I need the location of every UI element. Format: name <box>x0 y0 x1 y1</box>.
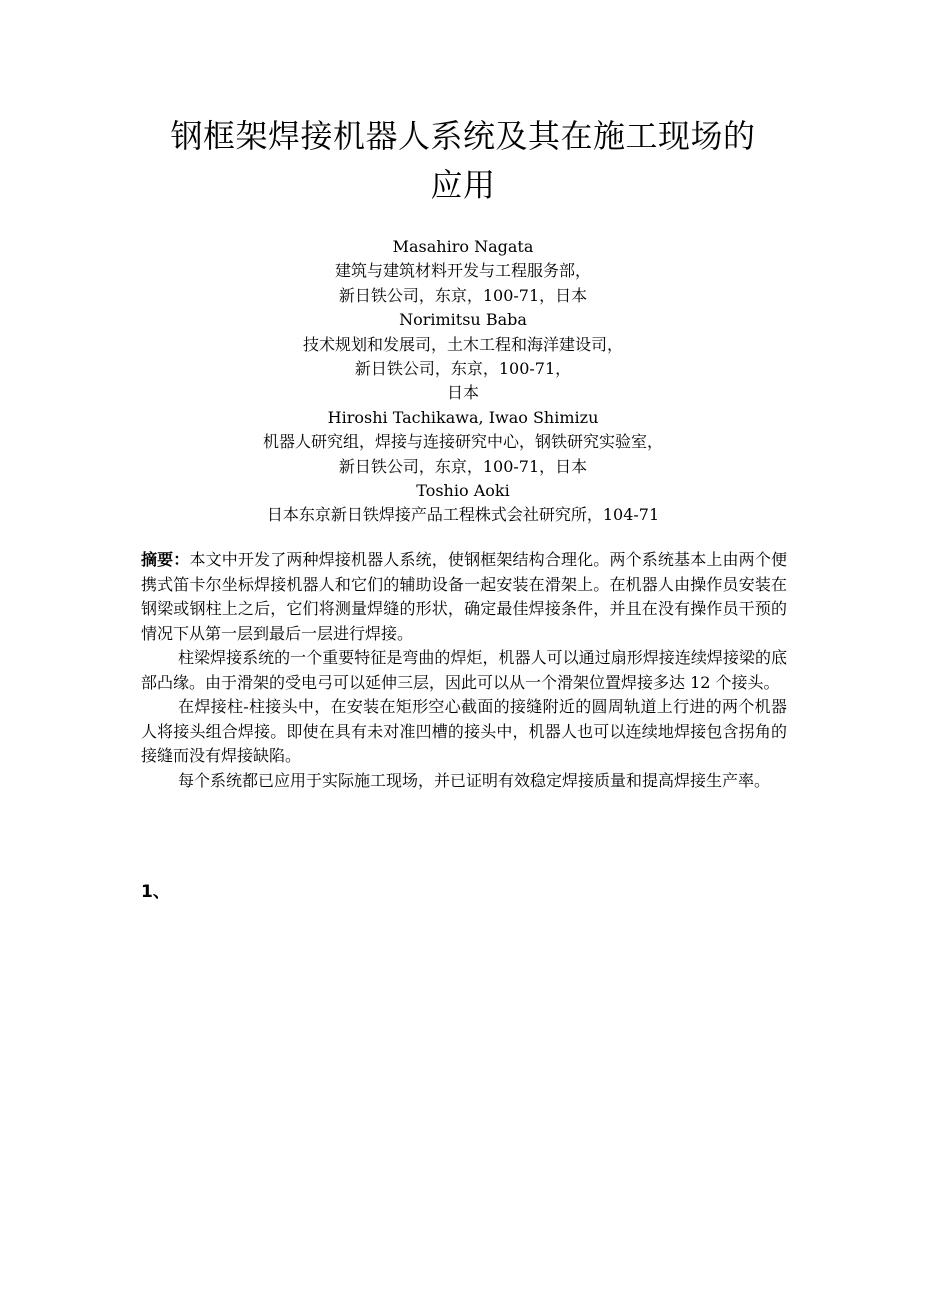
affiliation-line: 日本东京新日铁焊接产品工程株式会社研究所，104-71 <box>266 505 660 525</box>
abstract-paragraph-1 <box>141 548 787 646</box>
abstract-paragraph-3: 在焊接柱-柱接头中，在安装在矩形空心截面的接缝附近的圆周轨道上行进的两个机器人将接头组合焊接。即使在具有未对准凹槽的接头中，机器人也可以连续地焊接包含拐角的接缝而没有焊接缺陷。 <box>141 697 787 765</box>
affiliation-line: 技术规划和发展司，土木工程和海洋建设司， <box>302 334 623 354</box>
author-name: Toshio Aoki <box>416 481 510 501</box>
affiliation-line: 建筑与建筑材料开发与工程服务部， <box>334 261 591 281</box>
abstract-paragraph-2: 柱梁焊接系统的一个重要特征是弯曲的焊炬，机器人可以通过扇形焊接连续焊接梁的底部凸缘。由于滑架的受电弓可以延伸三层，因此可以从一个滑架位置焊接多达 12 个接头。 <box>141 648 787 692</box>
paper-title-line-2: 应用 <box>430 166 496 204</box>
author-affiliations <box>120 235 806 528</box>
affiliation-line: 机器人研究组，焊接与连接研究中心，钢铁研究实验室， <box>262 432 663 452</box>
abstract-paragraph-1-text: 本文中开发了两种焊接机器人系统，使钢框架结构合理化。两个系统基本上由两个便携式笛卡尔坐标焊接机器人和它们的辅助设备一起安装在滑架上。在机器人由操作员安装在钢梁或钢柱上之后，它们将测量焊缝的形状，确定最佳焊接条件，并且在没有操作员干预的情况下从第一层到最后一层进行焊接。 <box>141 550 787 643</box>
author-name: Masahiro Nagata <box>392 237 534 256</box>
author-name: Norimitsu Baba <box>399 310 527 330</box>
affiliation-line: 新日铁公司，东京，100-71， <box>354 359 572 379</box>
paper-title-line-1: 钢框架焊接机器人系统及其在施工现场的 <box>170 117 756 155</box>
abstract-label: 摘要： <box>141 550 190 569</box>
author-name: Hiroshi Tachikawa, Iwao Shimizu <box>327 407 599 427</box>
abstract <box>141 548 787 793</box>
abstract-paragraph-4: 每个系统都已应用于实际施工现场，并已证明有效稳定焊接质量和提高焊接生产率。 <box>178 770 771 790</box>
affiliation-line: 日本 <box>446 383 479 403</box>
paper-title <box>120 112 806 210</box>
section-heading-1: 1、 <box>141 882 170 902</box>
affiliation-line: 新日铁公司，东京，100-71，日本 <box>338 285 588 305</box>
affiliation-line: 新日铁公司，东京，100-71，日本 <box>338 456 588 476</box>
